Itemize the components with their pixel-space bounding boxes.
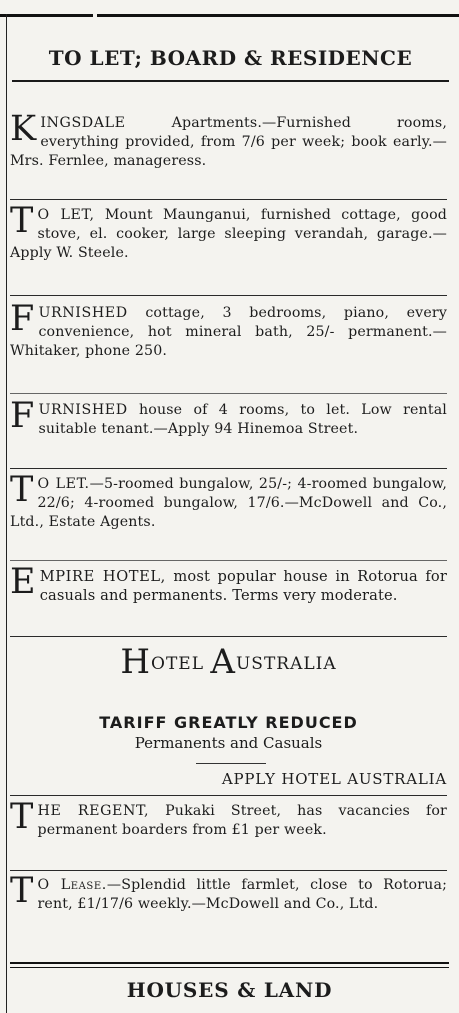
title-cap-h: H bbox=[120, 642, 152, 682]
ad-body: Apartments.—Furnished rooms, everything provided, from 7/6 per week; book early.—Mrs. Fernlee, manageress. bbox=[10, 115, 447, 170]
ad-lead: O LET. bbox=[37, 476, 90, 492]
ad-lead: URNISHED bbox=[38, 305, 128, 321]
section-header: TO LET; BOARD & RESIDENCE bbox=[48, 46, 413, 70]
drop-cap: E bbox=[10, 562, 36, 602]
ad-separator bbox=[10, 560, 447, 561]
next-section-header: HOUSES & LAND bbox=[126, 978, 333, 1002]
ad-to-let-bungalows bbox=[10, 470, 448, 533]
ad-separator bbox=[10, 795, 447, 796]
ad-lead: MPIRE HOTEL, bbox=[39, 568, 166, 585]
ad-furnished-cottage bbox=[10, 299, 447, 362]
tariff-heading: TARIFF GREATLY REDUCED bbox=[99, 713, 358, 732]
drop-cap: T bbox=[10, 470, 34, 510]
drop-cap: T bbox=[10, 871, 34, 911]
header-rule bbox=[12, 80, 449, 82]
ad-body: Pukaki Street, has vacancies for permanent boarders from £1 per week. bbox=[37, 803, 447, 839]
ad-body: —5-roomed bungalow, 25/-; 4-roomed bungalow, 22/6; 4-roomed bungalow, 17/6.—McDowell and Co., Ltd., Estate Agents. bbox=[10, 476, 448, 531]
ad-separator bbox=[10, 199, 447, 200]
footer-rule bbox=[10, 967, 449, 968]
apply-line: APPLY HOTEL AUSTRALIA bbox=[221, 770, 447, 788]
title-cap-a: A bbox=[210, 642, 236, 682]
ad-body: house of 4 rooms, to let. Low rental suitable tenant.—Apply 94 Hinemoa Street. bbox=[38, 402, 447, 438]
permanents-line: Permanents and Casuals bbox=[134, 734, 323, 752]
drop-cap: F bbox=[10, 396, 35, 436]
title-rest-1: OTEL bbox=[151, 654, 211, 674]
ad-separator bbox=[10, 870, 447, 871]
title-rest-2: USTRALIA bbox=[235, 654, 337, 674]
ad-lead: URNISHED bbox=[38, 402, 128, 418]
ad-mount-maunganui bbox=[10, 201, 447, 264]
ad-the-regent bbox=[10, 797, 447, 840]
ad-body: —Splendid little farmlet, close to Rotorua; rent, £1/17/6 weekly.—McDowell and Co., Ltd. bbox=[37, 877, 447, 913]
ad-separator bbox=[10, 295, 447, 296]
ad-lead: O LET, bbox=[37, 207, 95, 223]
top-rule bbox=[0, 14, 459, 17]
ad-lead: INGSDALE bbox=[40, 115, 126, 131]
drop-cap: T bbox=[10, 201, 34, 241]
ad-farmlet-lease bbox=[10, 871, 447, 914]
ad-kingsdale bbox=[10, 109, 447, 172]
hotel-australia-title bbox=[10, 642, 447, 685]
ad-body: most popular house in Rotorua for casuals and permanents. Terms very moderate. bbox=[39, 568, 447, 605]
ad-body: cottage, 3 bedrooms, piano, every convenience, hot mineral bath, 25/- permanent.—Whitaker, phone 250. bbox=[10, 305, 447, 360]
ad-separator bbox=[10, 393, 447, 394]
ad-furnished-house bbox=[10, 396, 447, 439]
drop-cap: K bbox=[10, 109, 37, 149]
ad-body: Mount Maunganui, furnished cottage, good stove, el. cooker, large sleeping verandah, garage.—Apply W. Steele. bbox=[10, 207, 447, 262]
drop-cap: F bbox=[10, 299, 35, 339]
ad-lead: HE REGENT, bbox=[37, 803, 150, 819]
ad-lead: O Lease. bbox=[37, 877, 107, 893]
column-rule bbox=[6, 14, 7, 1013]
footer-rule bbox=[10, 962, 449, 964]
ad-separator bbox=[10, 468, 447, 469]
short-rule bbox=[196, 763, 266, 764]
ad-empire-hotel bbox=[10, 562, 447, 605]
ad-separator bbox=[10, 636, 447, 637]
drop-cap: T bbox=[10, 797, 34, 837]
